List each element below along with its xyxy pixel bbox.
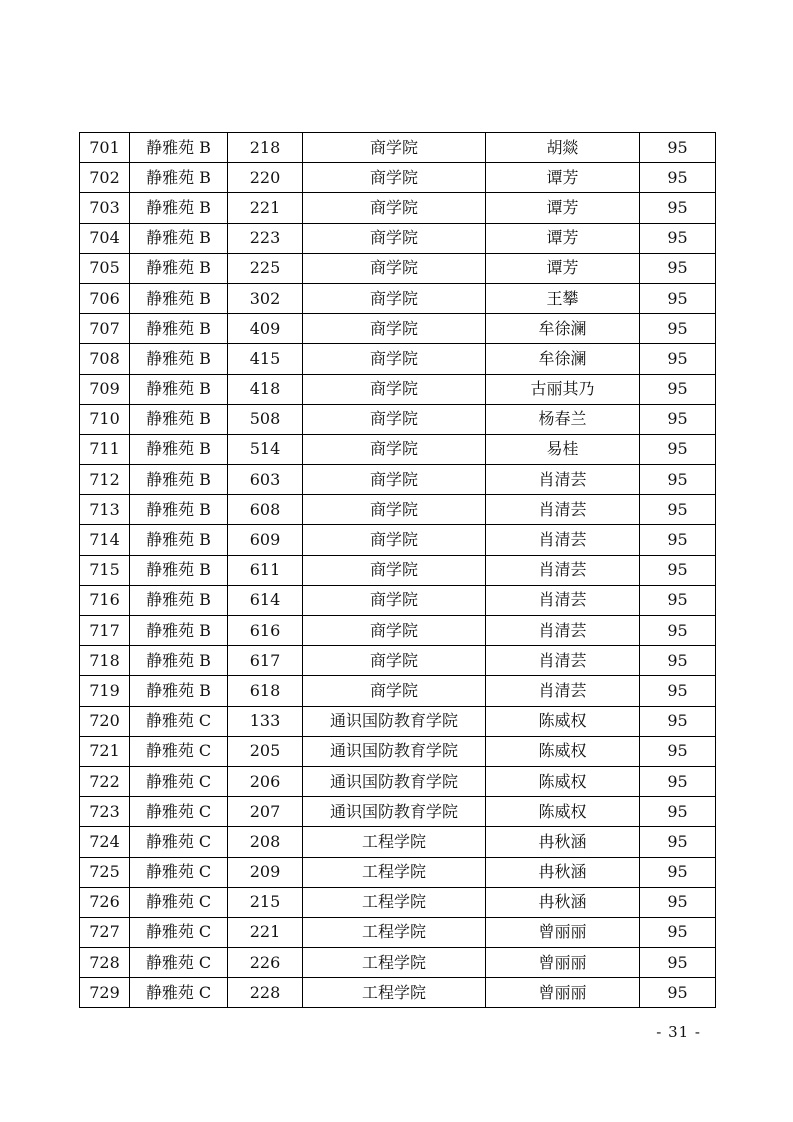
row-index-cell: 718 [80, 646, 130, 676]
room-cell: 215 [228, 887, 303, 917]
table-row [80, 585, 716, 615]
room-cell: 614 [228, 585, 303, 615]
table-row [80, 374, 716, 404]
building-cell: 静雅苑 B [130, 223, 228, 253]
score-cell: 95 [640, 585, 716, 615]
building-cell: 静雅苑 B [130, 616, 228, 646]
score-cell: 95 [640, 887, 716, 917]
table-row [80, 616, 716, 646]
counselor-cell: 肖清芸 [486, 495, 640, 525]
score-cell: 95 [640, 736, 716, 766]
counselor-cell: 曾丽丽 [486, 917, 640, 947]
room-cell: 221 [228, 917, 303, 947]
score-cell: 95 [640, 283, 716, 313]
counselor-cell: 曾丽丽 [486, 948, 640, 978]
score-cell: 95 [640, 525, 716, 555]
building-cell: 静雅苑 B [130, 585, 228, 615]
counselor-cell: 谭芳 [486, 253, 640, 283]
college-cell: 商学院 [303, 404, 486, 434]
table-row [80, 133, 716, 163]
table-row [80, 434, 716, 464]
table-row [80, 223, 716, 253]
row-index-cell: 715 [80, 555, 130, 585]
table-row [80, 283, 716, 313]
room-cell: 207 [228, 797, 303, 827]
score-cell: 95 [640, 465, 716, 495]
score-cell: 95 [640, 253, 716, 283]
table-row [80, 163, 716, 193]
room-cell: 508 [228, 404, 303, 434]
row-index-cell: 714 [80, 525, 130, 555]
row-index-cell: 725 [80, 857, 130, 887]
row-index-cell: 704 [80, 223, 130, 253]
room-cell: 617 [228, 646, 303, 676]
building-cell: 静雅苑 C [130, 706, 228, 736]
row-index-cell: 711 [80, 434, 130, 464]
counselor-cell: 曾丽丽 [486, 978, 640, 1008]
room-cell: 609 [228, 525, 303, 555]
counselor-cell: 胡燚 [486, 133, 640, 163]
counselor-cell: 陈威权 [486, 797, 640, 827]
score-cell: 95 [640, 434, 716, 464]
score-cell: 95 [640, 827, 716, 857]
table-row [80, 766, 716, 796]
room-cell: 618 [228, 676, 303, 706]
score-cell: 95 [640, 616, 716, 646]
row-index-cell: 706 [80, 283, 130, 313]
college-cell: 商学院 [303, 163, 486, 193]
score-cell: 95 [640, 917, 716, 947]
counselor-cell: 冉秋涵 [486, 857, 640, 887]
row-index-cell: 710 [80, 404, 130, 434]
room-cell: 418 [228, 374, 303, 404]
room-cell: 223 [228, 223, 303, 253]
counselor-cell: 陈威权 [486, 706, 640, 736]
score-cell: 95 [640, 314, 716, 344]
college-cell: 商学院 [303, 374, 486, 404]
building-cell: 静雅苑 B [130, 374, 228, 404]
college-cell: 商学院 [303, 253, 486, 283]
building-cell: 静雅苑 B [130, 555, 228, 585]
college-cell: 商学院 [303, 223, 486, 253]
row-index-cell: 721 [80, 736, 130, 766]
counselor-cell: 王攀 [486, 283, 640, 313]
row-index-cell: 701 [80, 133, 130, 163]
score-cell: 95 [640, 495, 716, 525]
building-cell: 静雅苑 B [130, 253, 228, 283]
room-cell: 205 [228, 736, 303, 766]
table-row [80, 495, 716, 525]
college-cell: 工程学院 [303, 887, 486, 917]
room-cell: 611 [228, 555, 303, 585]
table-row [80, 193, 716, 223]
table-row [80, 676, 716, 706]
room-cell: 221 [228, 193, 303, 223]
table-body [80, 133, 716, 1008]
room-cell: 608 [228, 495, 303, 525]
row-index-cell: 724 [80, 827, 130, 857]
college-cell: 工程学院 [303, 827, 486, 857]
row-index-cell: 727 [80, 917, 130, 947]
college-cell: 商学院 [303, 314, 486, 344]
building-cell: 静雅苑 C [130, 948, 228, 978]
table-row [80, 706, 716, 736]
room-cell: 133 [228, 706, 303, 736]
table-row [80, 525, 716, 555]
counselor-cell: 牟徐澜 [486, 344, 640, 374]
row-index-cell: 705 [80, 253, 130, 283]
table-row [80, 887, 716, 917]
table-row [80, 344, 716, 374]
score-cell: 95 [640, 766, 716, 796]
building-cell: 静雅苑 C [130, 827, 228, 857]
college-cell: 通识国防教育学院 [303, 766, 486, 796]
row-index-cell: 709 [80, 374, 130, 404]
building-cell: 静雅苑 B [130, 193, 228, 223]
college-cell: 商学院 [303, 555, 486, 585]
row-index-cell: 702 [80, 163, 130, 193]
table-row [80, 978, 716, 1008]
room-cell: 603 [228, 465, 303, 495]
college-cell: 工程学院 [303, 917, 486, 947]
college-cell: 商学院 [303, 495, 486, 525]
counselor-cell: 古丽其乃 [486, 374, 640, 404]
row-index-cell: 722 [80, 766, 130, 796]
row-index-cell: 717 [80, 616, 130, 646]
room-cell: 514 [228, 434, 303, 464]
score-cell: 95 [640, 797, 716, 827]
college-cell: 商学院 [303, 525, 486, 555]
building-cell: 静雅苑 C [130, 917, 228, 947]
table-row [80, 827, 716, 857]
table-row [80, 404, 716, 434]
building-cell: 静雅苑 C [130, 797, 228, 827]
building-cell: 静雅苑 B [130, 525, 228, 555]
building-cell: 静雅苑 C [130, 857, 228, 887]
room-cell: 209 [228, 857, 303, 887]
college-cell: 商学院 [303, 283, 486, 313]
table-row [80, 797, 716, 827]
row-index-cell: 703 [80, 193, 130, 223]
counselor-cell: 陈威权 [486, 766, 640, 796]
building-cell: 静雅苑 B [130, 283, 228, 313]
college-cell: 商学院 [303, 616, 486, 646]
building-cell: 静雅苑 B [130, 465, 228, 495]
row-index-cell: 712 [80, 465, 130, 495]
college-cell: 工程学院 [303, 948, 486, 978]
college-cell: 通识国防教育学院 [303, 797, 486, 827]
building-cell: 静雅苑 B [130, 344, 228, 374]
score-cell: 95 [640, 404, 716, 434]
college-cell: 商学院 [303, 465, 486, 495]
score-cell: 95 [640, 676, 716, 706]
counselor-cell: 冉秋涵 [486, 887, 640, 917]
room-cell: 220 [228, 163, 303, 193]
row-index-cell: 716 [80, 585, 130, 615]
score-cell: 95 [640, 857, 716, 887]
room-cell: 218 [228, 133, 303, 163]
table-row [80, 646, 716, 676]
table-row [80, 253, 716, 283]
table-row [80, 465, 716, 495]
building-cell: 静雅苑 B [130, 133, 228, 163]
table-row [80, 314, 716, 344]
college-cell: 通识国防教育学院 [303, 706, 486, 736]
counselor-cell: 易桂 [486, 434, 640, 464]
counselor-cell: 肖清芸 [486, 646, 640, 676]
row-index-cell: 728 [80, 948, 130, 978]
counselor-cell: 谭芳 [486, 193, 640, 223]
table-row [80, 857, 716, 887]
college-cell: 商学院 [303, 585, 486, 615]
building-cell: 静雅苑 C [130, 978, 228, 1008]
counselor-cell: 肖清芸 [486, 585, 640, 615]
building-cell: 静雅苑 C [130, 736, 228, 766]
row-index-cell: 723 [80, 797, 130, 827]
building-cell: 静雅苑 B [130, 495, 228, 525]
row-index-cell: 708 [80, 344, 130, 374]
score-cell: 95 [640, 193, 716, 223]
table-row [80, 555, 716, 585]
college-cell: 商学院 [303, 344, 486, 374]
room-cell: 225 [228, 253, 303, 283]
counselor-cell: 杨春兰 [486, 404, 640, 434]
college-cell: 商学院 [303, 193, 486, 223]
page-number: - 31 - [656, 1023, 701, 1041]
college-cell: 商学院 [303, 434, 486, 464]
building-cell: 静雅苑 B [130, 404, 228, 434]
room-cell: 206 [228, 766, 303, 796]
counselor-cell: 谭芳 [486, 223, 640, 253]
score-cell: 95 [640, 133, 716, 163]
table-row [80, 948, 716, 978]
college-cell: 商学院 [303, 133, 486, 163]
building-cell: 静雅苑 C [130, 766, 228, 796]
college-cell: 通识国防教育学院 [303, 736, 486, 766]
table-row [80, 736, 716, 766]
counselor-cell: 谭芳 [486, 163, 640, 193]
college-cell: 商学院 [303, 646, 486, 676]
row-index-cell: 713 [80, 495, 130, 525]
counselor-cell: 肖清芸 [486, 555, 640, 585]
score-cell: 95 [640, 374, 716, 404]
building-cell: 静雅苑 B [130, 676, 228, 706]
college-cell: 工程学院 [303, 978, 486, 1008]
counselor-cell: 陈威权 [486, 736, 640, 766]
counselor-cell: 冉秋涵 [486, 827, 640, 857]
score-cell: 95 [640, 555, 716, 585]
counselor-cell: 肖清芸 [486, 525, 640, 555]
room-cell: 415 [228, 344, 303, 374]
building-cell: 静雅苑 B [130, 163, 228, 193]
building-cell: 静雅苑 B [130, 646, 228, 676]
building-cell: 静雅苑 C [130, 887, 228, 917]
score-cell: 95 [640, 344, 716, 374]
row-index-cell: 726 [80, 887, 130, 917]
building-cell: 静雅苑 B [130, 434, 228, 464]
score-cell: 95 [640, 706, 716, 736]
row-index-cell: 719 [80, 676, 130, 706]
room-cell: 228 [228, 978, 303, 1008]
row-index-cell: 720 [80, 706, 130, 736]
building-cell: 静雅苑 B [130, 314, 228, 344]
score-cell: 95 [640, 948, 716, 978]
row-index-cell: 729 [80, 978, 130, 1008]
score-cell: 95 [640, 163, 716, 193]
table-row [80, 917, 716, 947]
score-cell: 95 [640, 646, 716, 676]
dormitory-score-table [79, 132, 716, 1008]
room-cell: 616 [228, 616, 303, 646]
counselor-cell: 牟徐澜 [486, 314, 640, 344]
score-cell: 95 [640, 978, 716, 1008]
counselor-cell: 肖清芸 [486, 616, 640, 646]
room-cell: 226 [228, 948, 303, 978]
room-cell: 208 [228, 827, 303, 857]
score-cell: 95 [640, 223, 716, 253]
college-cell: 工程学院 [303, 857, 486, 887]
college-cell: 商学院 [303, 676, 486, 706]
counselor-cell: 肖清芸 [486, 676, 640, 706]
counselor-cell: 肖清芸 [486, 465, 640, 495]
room-cell: 409 [228, 314, 303, 344]
row-index-cell: 707 [80, 314, 130, 344]
room-cell: 302 [228, 283, 303, 313]
